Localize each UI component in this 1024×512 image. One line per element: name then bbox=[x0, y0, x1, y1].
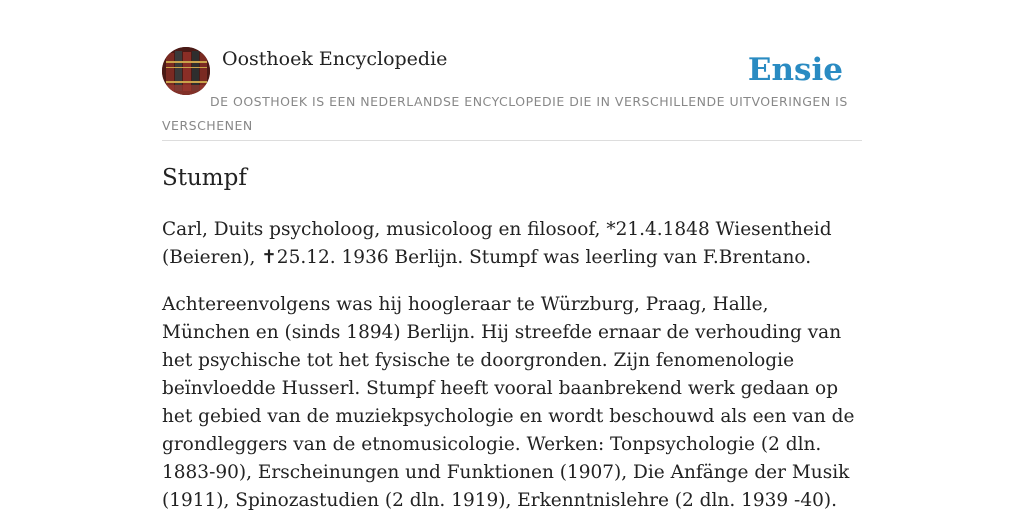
site-header bbox=[162, 46, 862, 141]
article bbox=[162, 160, 862, 512]
article-paragraph-body: Achtereenvolgens was hij hoogleraar te Würzburg, Praag, Halle, München en (sinds 1894) Berlijn. Hij streefde ernaar de verhouding van het psychische tot het fysische te doorgronden. Zijn fenomenologie beïnvloedde Husserl. Stumpf heeft vooral baanbrekend werk gedaan op het gebied van de muziekpsychologie en wordt beschouwd als een van de grondleggers van de etnomusicologie. Werken: Tonpsychologie (2 dln. 1883-90), Erscheinungen und Funktionen (1907), Die Anfänge der Musik (1911), Spinozastudien (2 dln. 1919), Erkenntnislehre (2 dln. 1939 -40). bbox=[162, 294, 855, 511]
article-title: Stumpf bbox=[162, 165, 247, 191]
site-tagline: DE OOSTHOEK IS EEN NEDERLANDSE ENCYCLOPEDIE DIE IN VERSCHILLENDE UITVOERINGEN IS VERSCHENEN bbox=[162, 94, 848, 133]
book-spines-icon bbox=[162, 47, 210, 95]
site-name[interactable]: Oosthoek Encyclopedie bbox=[222, 48, 448, 70]
article-paragraph-intro: Carl, Duits psycholoog, musicoloog en filosoof, *21.4.1848 Wiesentheid (Beieren), ✝25.12. 1936 Berlijn. Stumpf was leerling van F.Brentano. bbox=[162, 219, 832, 268]
ensie-logo-link[interactable]: Ensie bbox=[747, 52, 843, 88]
site-avatar[interactable] bbox=[162, 47, 210, 95]
